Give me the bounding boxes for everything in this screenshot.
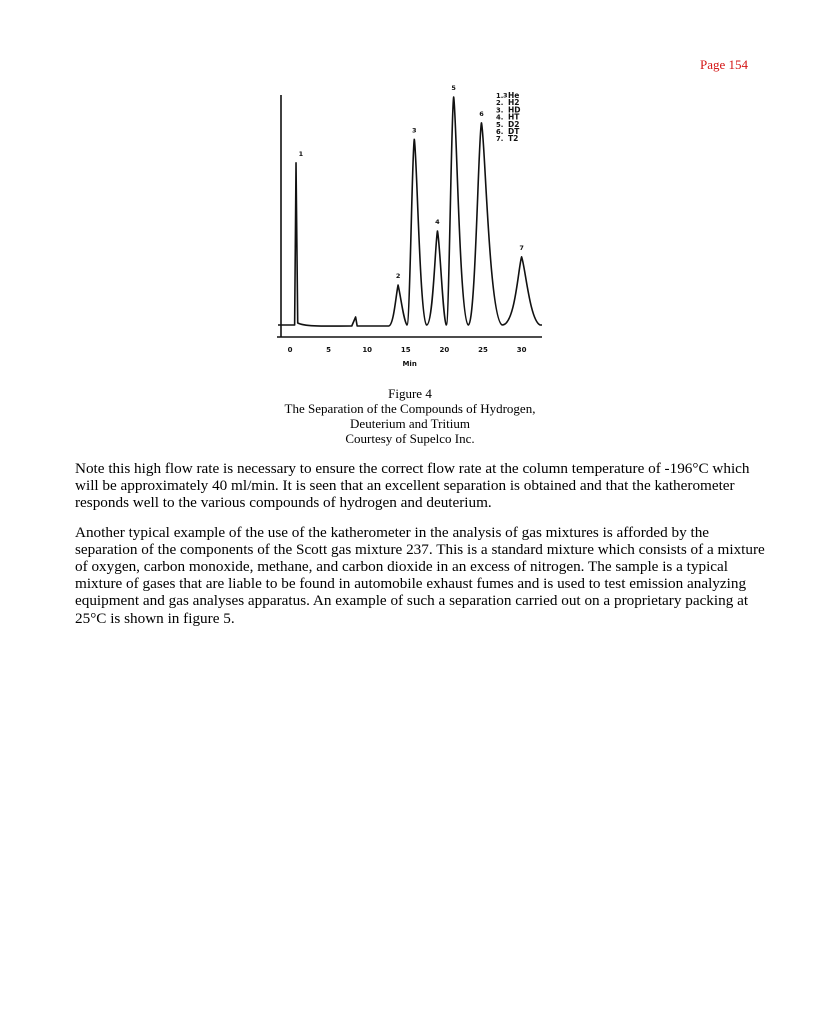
paragraph-2: Another typical example of the use of the katherometer in the analysis of gas mixtures is afforded by the separation of the components of the Scott gas mixture 237. This is a standard mixture which consists of a mixture of oxygen, carbon monoxide, methane, and carbon dioxide in an excess of nitrogen. The sample is a typical mixture of gases that are liable to be found in automobile exhaust fumes and is used to test emission analyzing equipment and gas analyses apparatus. An example of such a separation carried out on a proprietary packing at 25°C is shown in figure 5. [75,523,765,627]
legend-compound-2: H2 [508,98,520,108]
legend-number-1: 1. [496,92,504,100]
legend-compound-1: He [508,91,520,100]
x-tick-label-10: 10 [362,346,373,354]
caption-line-3: Courtesy of Supelco Inc. [345,431,475,446]
legend-number-2: 2. [496,99,504,108]
legend-compound-7: T2 [508,134,519,144]
legend-number-6: 6. [496,128,504,136]
legend-prefix: 3 [503,91,508,100]
x-tick-label-5: 5 [326,346,332,354]
caption-line-2: Deuterium and Tritium [350,416,470,431]
peak-label-1: 1 [298,149,304,158]
x-tick-label-30: 30 [516,346,527,354]
legend-number-5: 5. [496,120,504,129]
figure-label: Figure 4 [388,386,432,401]
peak-label-3: 3 [412,126,417,135]
paragraph-1: Note this high flow rate is necessary to ensure the correct flow rate at the column temperature of -196°C which will be approximately 40 ml/min. It is seen that an excellent separation is obtained and that the katherometer responds well to the various compounds of hydrogen and deuterium. [75,460,750,512]
x-tick-label-0: 0 [287,346,293,354]
legend-number-4: 4. [496,113,504,122]
caption-line-1: The Separation of the Compounds of Hydrogen, [284,401,536,416]
figure-caption [200,386,620,446]
peak-label-4: 4 [435,218,440,226]
chromatogram-figure [270,85,560,375]
peak-label-6: 6 [479,109,484,118]
peak-label-5: 5 [451,85,456,93]
x-tick-label-15: 15 [400,346,411,354]
body-text [75,460,765,639]
x-tick-label-20: 20 [439,346,450,354]
x-axis-label: Min [402,360,417,368]
legend-number-3: 3. [496,106,504,115]
legend-compound-4: HT [508,112,520,122]
legend-compound-6: DT [508,127,520,136]
peak-label-7: 7 [519,243,524,252]
chromatogram-chart [270,85,560,375]
legend-compound-5: D2 [508,119,520,129]
legend-compound-3: HD [508,105,521,115]
legend-number-7: 7. [496,135,504,144]
x-tick-label-25: 25 [478,346,488,354]
page-number: Page 154 [699,57,748,72]
peak-label-2: 2 [395,272,401,281]
